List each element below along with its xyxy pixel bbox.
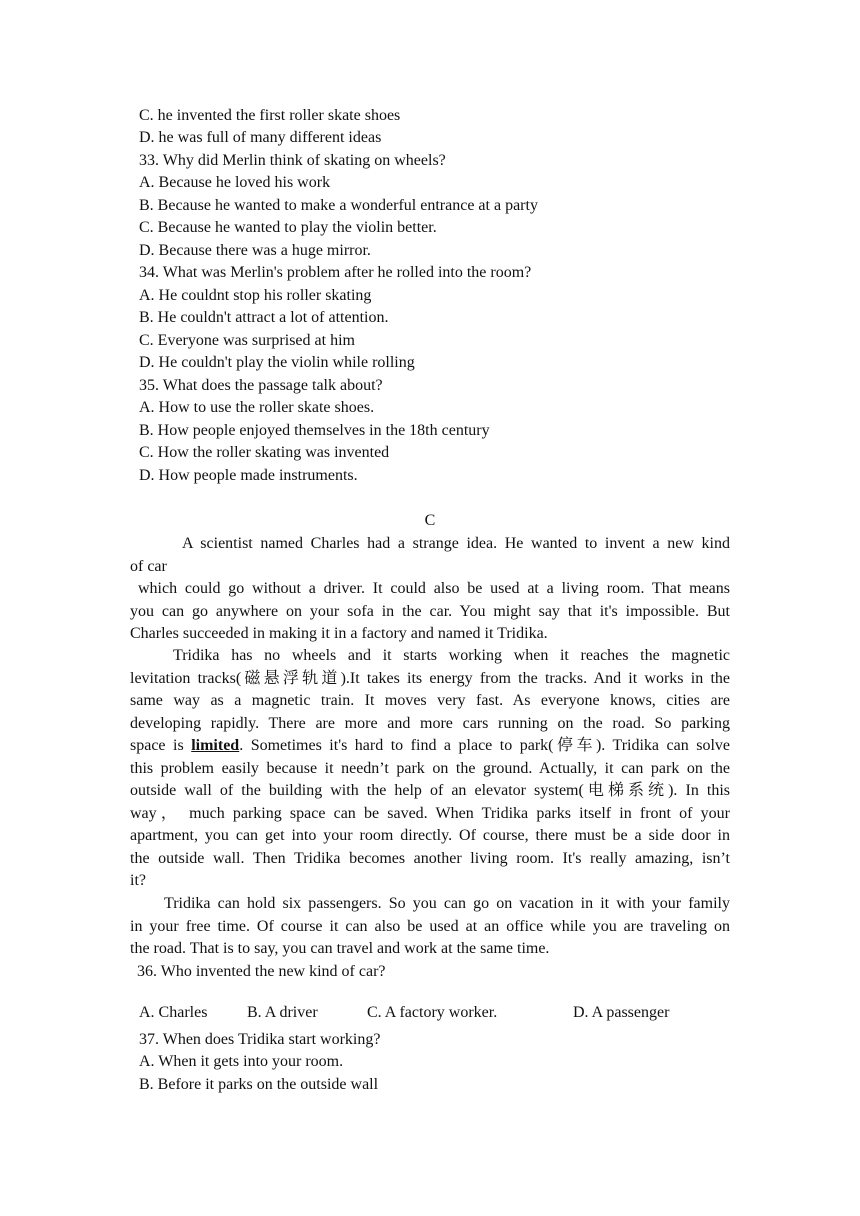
paragraph-line: the outside wall. Then Tridika becomes another living room. It's really amazing, isn’t xyxy=(130,849,730,867)
q36-option-b: B. A driver xyxy=(247,1004,318,1021)
q33-option-c: C. Because he wanted to play the violin better. xyxy=(139,219,437,236)
paragraph-line: A scientist named Charles had a strange idea. He wanted to invent a new kind xyxy=(182,535,730,552)
keyword-limited: limited xyxy=(191,737,240,754)
passage-paragraph-3 xyxy=(130,893,730,961)
paragraph-line: it? xyxy=(130,872,146,889)
paragraph-line: apartment, you can get into your room directly. Of course, there must be a side door in xyxy=(130,827,730,844)
paragraph-line: in your free time. Of course it can also be used at an office while you are traveling on xyxy=(130,917,730,935)
q35-option-c: C. How the roller skating was invented xyxy=(139,444,390,461)
q37-question: 37. When does Tridika start working? xyxy=(139,1031,381,1048)
q35-option-b: B. How people enjoyed themselves in the 18th century xyxy=(139,422,490,439)
paragraph-line: levitation tracks(磁悬浮轨道).It takes its energy from the tracks. And it works in the xyxy=(130,669,730,687)
paragraph-line: you can go anywhere on your sofa in the car. You might say that it's impossible. But xyxy=(130,602,730,620)
paragraph-line: Tridika has no wheels and it starts working when it reaches the magnetic xyxy=(173,647,730,664)
q34-option-d: D. He couldn't play the violin while rolling xyxy=(139,354,415,371)
line-text: . Sometimes it's hard to find a place to park(停车). Tridika can solve xyxy=(239,737,730,754)
paragraph-line: which could go without a driver. It could also be used at a living room. That means xyxy=(138,580,730,597)
q33-option-d: D. Because there was a huge mirror. xyxy=(139,242,371,259)
q37-option-b: B. Before it parks on the outside wall xyxy=(139,1076,379,1093)
paragraph-line: Charles succeeded in making it in a factory and named it Tridika. xyxy=(130,625,548,642)
paragraph-line: outside wall of the building with the help of an elevator system(电梯系统). In this xyxy=(130,782,730,799)
paragraph-line: way， much parking space can be saved. When Tridika parks itself in front of your xyxy=(130,804,730,822)
paragraph-line: this problem easily because it needn’t park on the ground. Actually, it can park on the xyxy=(130,759,730,777)
paragraph-line: same way as a magnetic train. It moves very fast. As everyone knows, cities are xyxy=(130,692,730,709)
paragraph-line: Tridika can hold six passengers. So you can go on vacation in it with your family xyxy=(164,895,730,912)
q34-option-a: A. He couldnt stop his roller skating xyxy=(139,287,372,304)
q36-option-d: D. A passenger xyxy=(573,1004,670,1021)
q35-question: 35. What does the passage talk about? xyxy=(139,377,383,394)
q36-option-c: C. A factory worker. xyxy=(367,1004,498,1021)
q33-option-b: B. Because he wanted to make a wonderful entrance at a party xyxy=(139,197,538,214)
line-text: space is xyxy=(130,737,192,754)
section-heading: C xyxy=(424,512,436,529)
q33-option-a: A. Because he loved his work xyxy=(139,174,331,191)
q35-option-d: D. How people made instruments. xyxy=(139,467,358,484)
q35-option-a: A. How to use the roller skate shoes. xyxy=(139,399,375,416)
q32-option-c: C. he invented the first roller skate shoes xyxy=(139,107,401,124)
paragraph-line: the road. That is to say, you can travel and work at the same time. xyxy=(130,940,550,957)
q36-question: 36. Who invented the new kind of car? xyxy=(137,963,386,980)
passage-paragraph-2 xyxy=(130,645,730,893)
q33-question: 33. Why did Merlin think of skating on wheels? xyxy=(139,152,446,169)
q34-question: 34. What was Merlin's problem after he rolled into the room? xyxy=(139,264,532,281)
paragraph-line: of car xyxy=(130,557,167,575)
q34-option-c: C. Everyone was surprised at him xyxy=(139,332,355,349)
q34-option-b: B. He couldn't attract a lot of attention. xyxy=(139,309,389,326)
q36-option-a: A. Charles xyxy=(139,1004,208,1021)
q32-option-d: D. he was full of many different ideas xyxy=(139,129,382,146)
paragraph-line xyxy=(130,735,730,758)
passage-paragraph-1 xyxy=(130,533,730,646)
paragraph-line: developing rapidly. There are more and more cars running on the road. So parking xyxy=(130,714,730,732)
q37-option-a: A. When it gets into your room. xyxy=(139,1053,344,1070)
